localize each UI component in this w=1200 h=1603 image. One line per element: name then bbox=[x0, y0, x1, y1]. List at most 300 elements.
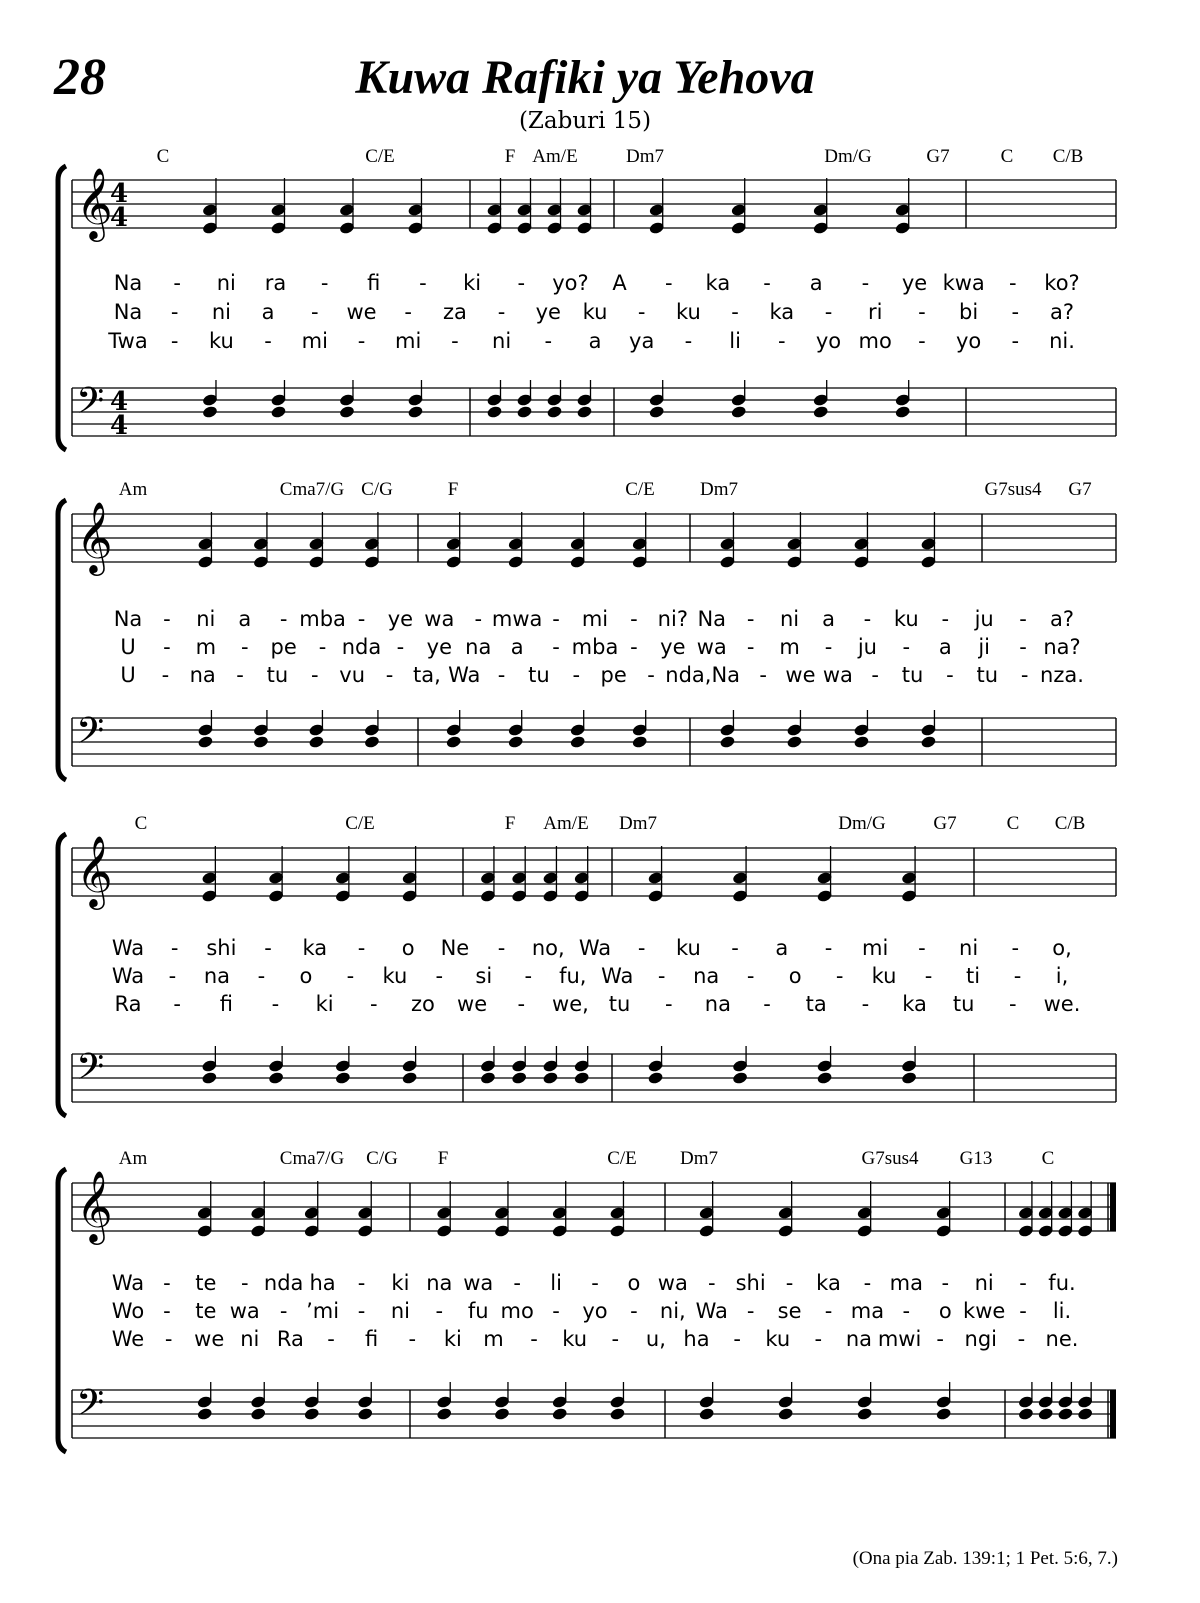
treble-clef-icon: 𝄞 bbox=[76, 834, 113, 907]
bass-clef-icon: 𝄢 bbox=[76, 1382, 105, 1433]
lyric-syllable: - bbox=[763, 271, 771, 295]
lyric-syllable: bi bbox=[959, 300, 979, 324]
lyric-syllable: - bbox=[164, 1327, 173, 1351]
treble-clef-icon: 𝄞 bbox=[76, 166, 113, 239]
lyric-syllable: - bbox=[168, 964, 177, 988]
lyric-syllable: m bbox=[779, 635, 800, 659]
chord-symbol: G7 bbox=[926, 146, 950, 167]
lyric-syllable: - bbox=[731, 300, 739, 324]
notehead bbox=[546, 405, 563, 419]
lyric-syllable: ni bbox=[240, 1327, 260, 1351]
lyric-syllable: na bbox=[189, 663, 216, 687]
lyric-syllable: ku bbox=[582, 300, 608, 324]
lyric-syllable: tu bbox=[266, 663, 289, 687]
chord-symbol: Dm7 bbox=[680, 1148, 718, 1169]
lyric-syllable: - bbox=[320, 271, 329, 295]
lyric-syllable: Wa bbox=[695, 1299, 728, 1323]
notehead bbox=[308, 735, 325, 749]
notehead bbox=[201, 1071, 218, 1085]
lyric-syllable: fi bbox=[365, 1327, 379, 1351]
lyric-syllable: - bbox=[497, 936, 506, 960]
lyric-syllable: - bbox=[173, 992, 181, 1016]
lyric-syllable: Wa bbox=[111, 936, 145, 960]
treble-staff bbox=[72, 166, 1116, 242]
lyric-syllable: Ne bbox=[440, 936, 470, 960]
notehead bbox=[1018, 1407, 1035, 1421]
lyric-syllable: Wa bbox=[578, 936, 612, 960]
chord-symbol: Cma7/G bbox=[279, 479, 345, 500]
lyric-syllable: ju bbox=[974, 607, 994, 631]
notehead bbox=[253, 735, 270, 749]
lyric-syllable: ni bbox=[959, 936, 979, 960]
chord-symbol: Am/E bbox=[543, 813, 589, 834]
lyric-syllable: ni. bbox=[1049, 329, 1075, 353]
chord-symbol: Am/E bbox=[532, 146, 578, 167]
chord-symbol: G7sus4 bbox=[861, 1148, 919, 1169]
lyric-syllable: - bbox=[861, 271, 870, 295]
lyric-syllable: - bbox=[497, 300, 506, 324]
lyric-syllable: Na bbox=[697, 607, 727, 631]
chord-symbol: C bbox=[134, 813, 148, 834]
chord-symbol: F bbox=[504, 146, 516, 167]
notehead bbox=[853, 735, 870, 749]
lyric-syllable: mi bbox=[581, 607, 609, 631]
chord-symbol: C/G bbox=[366, 1148, 398, 1169]
lyric-syllable: - bbox=[936, 1327, 944, 1351]
lyric-syllable: ka bbox=[705, 271, 731, 295]
lyric-syllable: - bbox=[591, 1271, 599, 1295]
lyric-syllable: ye bbox=[426, 635, 453, 659]
lyric-syllable: vu bbox=[339, 663, 366, 687]
final-barline bbox=[1110, 1183, 1116, 1231]
song-subtitle: (Zaburi 15) bbox=[518, 108, 652, 134]
lyric-syllable: kwa bbox=[942, 271, 985, 295]
system-bracket bbox=[58, 1169, 66, 1452]
lyric-syllable: ku bbox=[382, 964, 408, 988]
treble-staff bbox=[72, 834, 1116, 910]
lyric-syllable: ne. bbox=[1045, 1327, 1079, 1351]
notehead bbox=[407, 405, 424, 419]
lyric-syllable: ji bbox=[978, 635, 991, 659]
lyric-syllable: - bbox=[1020, 663, 1029, 687]
lyric-syllable: - bbox=[1013, 964, 1022, 988]
lyric-syllable: - bbox=[497, 663, 506, 687]
lyric-syllable: - bbox=[544, 329, 553, 353]
notehead bbox=[698, 1407, 715, 1421]
lyric-syllable: yo bbox=[815, 329, 842, 353]
chord-symbol: C/B bbox=[1052, 146, 1084, 167]
lyric-syllable: - bbox=[163, 1271, 171, 1295]
lyric-syllable: ka bbox=[302, 936, 328, 960]
lyric-syllable: wa bbox=[696, 635, 727, 659]
footnote: (Ona pia Zab. 139:1; 1 Pet. 5:6, 7.) bbox=[852, 1548, 1118, 1569]
lyric-syllable: nda, bbox=[665, 663, 712, 687]
lyric-syllable: li bbox=[729, 329, 741, 353]
chord-symbol: G7sus4 bbox=[984, 479, 1042, 500]
bass-staff bbox=[72, 1382, 1116, 1438]
lyric-syllable: ku bbox=[208, 329, 234, 353]
lyric-syllable: - bbox=[657, 964, 666, 988]
lyric-syllable: - bbox=[311, 300, 319, 324]
lyric-syllable: - bbox=[396, 635, 405, 659]
lyric-syllable: shi bbox=[206, 936, 237, 960]
lyric-syllable: fu, bbox=[559, 964, 587, 988]
lyric-syllable: na bbox=[426, 1271, 453, 1295]
notehead bbox=[339, 405, 356, 419]
lyric-syllable: nda bbox=[263, 1271, 304, 1295]
lyric-syllable: fi bbox=[219, 992, 233, 1016]
time-signature-bottom: 4 bbox=[110, 203, 129, 233]
lyric-syllable: zo bbox=[411, 992, 435, 1016]
lyric-syllable: - bbox=[163, 1299, 171, 1323]
lyric-syllable: - bbox=[918, 329, 926, 353]
lyric-syllable: - bbox=[279, 607, 288, 631]
notehead bbox=[816, 1071, 833, 1085]
chord-symbol: Dm7 bbox=[626, 146, 664, 167]
notehead bbox=[730, 405, 747, 419]
lyric-syllable: o bbox=[938, 1299, 952, 1323]
lyric-syllable: - bbox=[863, 607, 872, 631]
lyric-syllable: ni bbox=[780, 607, 800, 631]
time-signature-bottom: 4 bbox=[110, 411, 129, 441]
lyric-syllable: - bbox=[1019, 635, 1027, 659]
lyric-syllable: ra bbox=[264, 271, 287, 295]
lyric-syllable: ki bbox=[443, 1327, 462, 1351]
lyric-syllable: ye bbox=[535, 300, 561, 324]
lyric-syllable: fu bbox=[467, 1299, 489, 1323]
lyric-syllable: - bbox=[170, 300, 179, 324]
lyric-syllable: Na bbox=[113, 300, 143, 324]
lyric-syllable: - bbox=[746, 1299, 755, 1323]
lyric-syllable: - bbox=[684, 329, 693, 353]
lyric-syllable: mo bbox=[500, 1299, 534, 1323]
lyric-syllable: mi bbox=[395, 329, 422, 353]
lyric-syllable: Na bbox=[113, 271, 143, 295]
notehead bbox=[270, 405, 287, 419]
lyric-syllable: - bbox=[664, 271, 673, 295]
lyric-syllable: te bbox=[195, 1271, 217, 1295]
lyric-syllable: tu bbox=[528, 663, 550, 687]
lyric-syllable: li bbox=[550, 1271, 562, 1295]
bass-staff bbox=[72, 380, 1116, 441]
lyric-syllable: - bbox=[161, 663, 170, 687]
lyric-syllable: - bbox=[513, 1271, 521, 1295]
lyric-syllable: ’mi bbox=[306, 1299, 340, 1323]
lyric-syllable: Ra bbox=[276, 1327, 304, 1351]
lyric-syllable: - bbox=[733, 1327, 741, 1351]
notehead bbox=[786, 735, 803, 749]
chord-symbol: Cma7/G bbox=[279, 1148, 345, 1169]
lyric-syllable: ni bbox=[211, 300, 231, 324]
lyric-syllable: mwa bbox=[491, 607, 543, 631]
lyric-syllable: na bbox=[465, 635, 492, 659]
lyric-syllable: - bbox=[163, 635, 171, 659]
lyric-syllable: ku bbox=[675, 300, 701, 324]
lyric-syllable: ku bbox=[871, 964, 897, 988]
chord-symbol: Dm7 bbox=[700, 479, 738, 500]
lyric-syllable: ka bbox=[902, 992, 927, 1016]
lyric-syllable: - bbox=[1011, 936, 1020, 960]
lyric-syllable: - bbox=[630, 635, 638, 659]
chord-symbol: C bbox=[1041, 1148, 1055, 1169]
chord-symbol: G7 bbox=[933, 813, 957, 834]
notehead bbox=[268, 1071, 285, 1085]
lyric-syllable: - bbox=[763, 992, 771, 1016]
lyric-syllable: shi bbox=[735, 1271, 766, 1295]
lyric-syllable: - bbox=[163, 607, 171, 631]
lyric-syllable: a bbox=[809, 271, 823, 295]
lyric-syllable: ko? bbox=[1044, 271, 1080, 295]
lyric-syllable: a bbox=[238, 607, 252, 631]
chord-symbol: C/E bbox=[345, 813, 375, 834]
lyric-syllable: yo bbox=[582, 1299, 608, 1323]
bass-clef-icon: 𝄢 bbox=[76, 380, 105, 431]
notehead bbox=[1077, 1407, 1094, 1421]
lyric-syllable: a bbox=[588, 329, 602, 353]
chord-symbol: C/E bbox=[365, 146, 395, 167]
lyric-syllable: na bbox=[704, 992, 731, 1016]
lyric-syllable: We bbox=[111, 1327, 145, 1351]
lyric-syllable: mi bbox=[301, 329, 328, 353]
lyric-syllable: wa bbox=[229, 1299, 260, 1323]
lyric-syllable: - bbox=[759, 663, 767, 687]
lyric-syllable: we bbox=[457, 992, 488, 1016]
lyric-syllable: Twa bbox=[108, 329, 148, 353]
lyric-syllable: i, bbox=[1055, 964, 1069, 988]
lyric-syllable: ku bbox=[675, 936, 701, 960]
lyric-syllable: we, bbox=[552, 992, 589, 1016]
notehead bbox=[894, 405, 911, 419]
lyric-syllable: ni bbox=[974, 1271, 994, 1295]
chord-symbol: C bbox=[1006, 813, 1020, 834]
lyric-syllable: ni bbox=[196, 607, 216, 631]
lyric-syllable: - bbox=[664, 992, 673, 1016]
lyric-syllable: ni bbox=[492, 329, 512, 353]
lyric-syllable: ni bbox=[390, 1299, 410, 1323]
lyric-syllable: - bbox=[357, 1271, 366, 1295]
notehead bbox=[202, 405, 219, 419]
treble-clef-icon: 𝄞 bbox=[76, 1169, 113, 1242]
lyric-syllable: - bbox=[778, 329, 786, 353]
lyric-syllable: wa bbox=[424, 607, 455, 631]
lyric-syllable: o bbox=[401, 936, 415, 960]
lyric-syllable: - bbox=[257, 964, 266, 988]
treble-clef-icon: 𝄞 bbox=[76, 500, 113, 573]
chord-symbol: Dm7 bbox=[619, 813, 657, 834]
lyric-syllable: - bbox=[170, 936, 179, 960]
notehead bbox=[935, 1407, 952, 1421]
lyric-syllable: fu. bbox=[1048, 1271, 1076, 1295]
notehead bbox=[1037, 1407, 1054, 1421]
notehead bbox=[569, 735, 586, 749]
lyric-syllable: ma bbox=[889, 1271, 923, 1295]
lyric-syllable: nda bbox=[341, 635, 382, 659]
chord-symbol: C/B bbox=[1054, 813, 1086, 834]
lyric-syllable: - bbox=[1017, 1327, 1026, 1351]
chord-symbol: C bbox=[156, 146, 170, 167]
song-title: Kuwa Rafiki ya Yehova bbox=[355, 51, 815, 104]
chord-symbol: G13 bbox=[959, 1148, 993, 1169]
lyric-syllable: - bbox=[474, 607, 483, 631]
notehead bbox=[303, 1407, 320, 1421]
lyric-syllable: - bbox=[824, 635, 833, 659]
lyric-syllable: - bbox=[236, 663, 244, 687]
lyric-syllable: nza. bbox=[1040, 663, 1084, 687]
lyric-syllable: ma bbox=[850, 1299, 885, 1323]
notehead bbox=[494, 1407, 511, 1421]
lyric-syllable: Wa bbox=[448, 663, 481, 687]
lyric-syllable: - bbox=[902, 635, 911, 659]
lyric-syllable: yo bbox=[955, 329, 982, 353]
lyric-syllable: - bbox=[918, 936, 926, 960]
lyric-syllable: - bbox=[637, 936, 646, 960]
lyric-syllable: wa bbox=[657, 1271, 688, 1295]
lyric-syllable: ti bbox=[966, 964, 981, 988]
lyric-syllable: ye bbox=[387, 607, 414, 631]
lyric-syllable: fi bbox=[367, 271, 381, 295]
bass-staff bbox=[72, 710, 1116, 766]
lyric-syllable: - bbox=[357, 936, 366, 960]
lyric-syllable: - bbox=[173, 271, 181, 295]
lyric-syllable: - bbox=[435, 964, 444, 988]
lyric-syllable: - bbox=[785, 1271, 794, 1295]
lyric-syllable: Wa bbox=[111, 964, 145, 988]
system-bracket bbox=[58, 500, 66, 780]
lyric-syllable: - bbox=[419, 271, 427, 295]
notehead bbox=[445, 735, 462, 749]
lyric-syllable: ni bbox=[216, 271, 236, 295]
notehead bbox=[197, 735, 214, 749]
chord-symbol: Dm/G bbox=[824, 146, 872, 167]
chord-symbol: Am bbox=[118, 1148, 148, 1169]
lyric-syllable: - bbox=[630, 1299, 638, 1323]
lyric-syllable: - bbox=[357, 1299, 366, 1323]
lyric-syllable: ka bbox=[816, 1271, 841, 1295]
lyric-syllable: li. bbox=[1052, 1299, 1072, 1323]
lyric-syllable: - bbox=[707, 1271, 716, 1295]
lyric-syllable: - bbox=[647, 663, 655, 687]
notehead bbox=[777, 1407, 794, 1421]
lyric-syllable: a bbox=[822, 607, 835, 631]
lyric-syllable: - bbox=[871, 663, 879, 687]
lyric-syllable: - bbox=[517, 992, 526, 1016]
lyric-syllable: - bbox=[385, 663, 394, 687]
lyric-syllable: - bbox=[731, 936, 739, 960]
lyric-syllable: ni? bbox=[657, 607, 688, 631]
lyric-syllable: - bbox=[637, 300, 646, 324]
lyric-syllable: tu bbox=[976, 663, 999, 687]
notehead bbox=[486, 405, 503, 419]
lyric-syllable: - bbox=[240, 635, 249, 659]
lyric-syllable: - bbox=[517, 271, 526, 295]
lyric-syllable: - bbox=[311, 663, 319, 687]
notehead bbox=[648, 405, 665, 419]
lyric-syllable: ni, bbox=[659, 1299, 686, 1323]
chord-symbol: G7 bbox=[1068, 479, 1092, 500]
lyric-syllable: we. bbox=[1043, 992, 1081, 1016]
system-1 bbox=[58, 146, 1116, 450]
lyric-syllable: ki bbox=[315, 992, 334, 1016]
lyric-syllable: - bbox=[863, 1271, 872, 1295]
notehead bbox=[920, 735, 937, 749]
lyric-syllable: - bbox=[530, 1327, 538, 1351]
treble-staff bbox=[72, 500, 1116, 576]
lyric-syllable: we bbox=[785, 663, 816, 687]
notehead bbox=[609, 1407, 626, 1421]
lyric-syllable: wa bbox=[463, 1271, 494, 1295]
lyric-syllable: ku bbox=[893, 607, 919, 631]
lyric-syllable: ri bbox=[867, 300, 883, 324]
system-2 bbox=[58, 479, 1116, 780]
notehead bbox=[576, 405, 593, 419]
lyric-syllable: ki bbox=[391, 1271, 410, 1295]
notehead bbox=[250, 1407, 267, 1421]
lyric-syllable: na? bbox=[1043, 635, 1081, 659]
lyric-syllable: - bbox=[630, 607, 638, 631]
lyric-syllable: - bbox=[941, 1271, 950, 1295]
lyric-syllable: - bbox=[1009, 271, 1017, 295]
lyric-syllable: si bbox=[475, 964, 493, 988]
lyric-syllable: - bbox=[861, 992, 870, 1016]
lyric-syllable: mwi bbox=[877, 1327, 922, 1351]
notehead bbox=[647, 1071, 664, 1085]
lyric-syllable: - bbox=[746, 635, 755, 659]
notehead bbox=[436, 1407, 453, 1421]
lyric-syllable: - bbox=[824, 1299, 833, 1323]
notehead bbox=[901, 1071, 918, 1085]
chord-symbol: C/G bbox=[361, 479, 393, 500]
notehead bbox=[516, 405, 533, 419]
lyric-syllable: pe bbox=[600, 663, 627, 687]
notehead bbox=[856, 1407, 873, 1421]
lyric-syllable: - bbox=[524, 964, 533, 988]
lyric-syllable: o, bbox=[1052, 936, 1072, 960]
system-bracket bbox=[58, 834, 66, 1116]
system-bracket bbox=[58, 166, 66, 450]
chord-symbol: Am bbox=[118, 479, 148, 500]
lyric-syllable: Wo bbox=[111, 1299, 145, 1323]
lyric-syllable: ye bbox=[660, 635, 686, 659]
lyric-syllable: ku bbox=[562, 1327, 588, 1351]
lyric-syllable: na bbox=[203, 964, 231, 988]
lyric-syllable: Na bbox=[711, 663, 741, 687]
lyric-syllable: - bbox=[435, 1299, 444, 1323]
notehead bbox=[364, 735, 381, 749]
lyric-syllable: na bbox=[693, 964, 720, 988]
lyric-syllable: m bbox=[483, 1327, 504, 1351]
system-3 bbox=[58, 813, 1116, 1116]
lyric-syllable: - bbox=[170, 329, 179, 353]
lyric-syllable: - bbox=[271, 992, 280, 1016]
lyric-syllable: - bbox=[240, 1271, 249, 1295]
chord-symbol: C/E bbox=[625, 479, 655, 500]
bass-clef-icon: 𝄢 bbox=[76, 1046, 105, 1097]
lyric-syllable: mo bbox=[858, 329, 892, 353]
lyric-syllable: - bbox=[1009, 992, 1017, 1016]
lyric-syllable: - bbox=[552, 607, 560, 631]
bass-clef-icon: 𝄢 bbox=[76, 710, 105, 761]
lyric-syllable: a bbox=[938, 635, 952, 659]
lyric-syllable: ha bbox=[683, 1327, 710, 1351]
lyric-syllable: pe bbox=[270, 635, 297, 659]
notehead bbox=[1057, 1407, 1074, 1421]
lyric-syllable: za bbox=[442, 300, 467, 324]
treble-staff bbox=[72, 1169, 1116, 1245]
lyric-syllable: a bbox=[775, 936, 789, 960]
bass-staff bbox=[72, 1046, 1116, 1102]
notehead bbox=[812, 405, 829, 419]
lyric-syllable: - bbox=[451, 329, 459, 353]
